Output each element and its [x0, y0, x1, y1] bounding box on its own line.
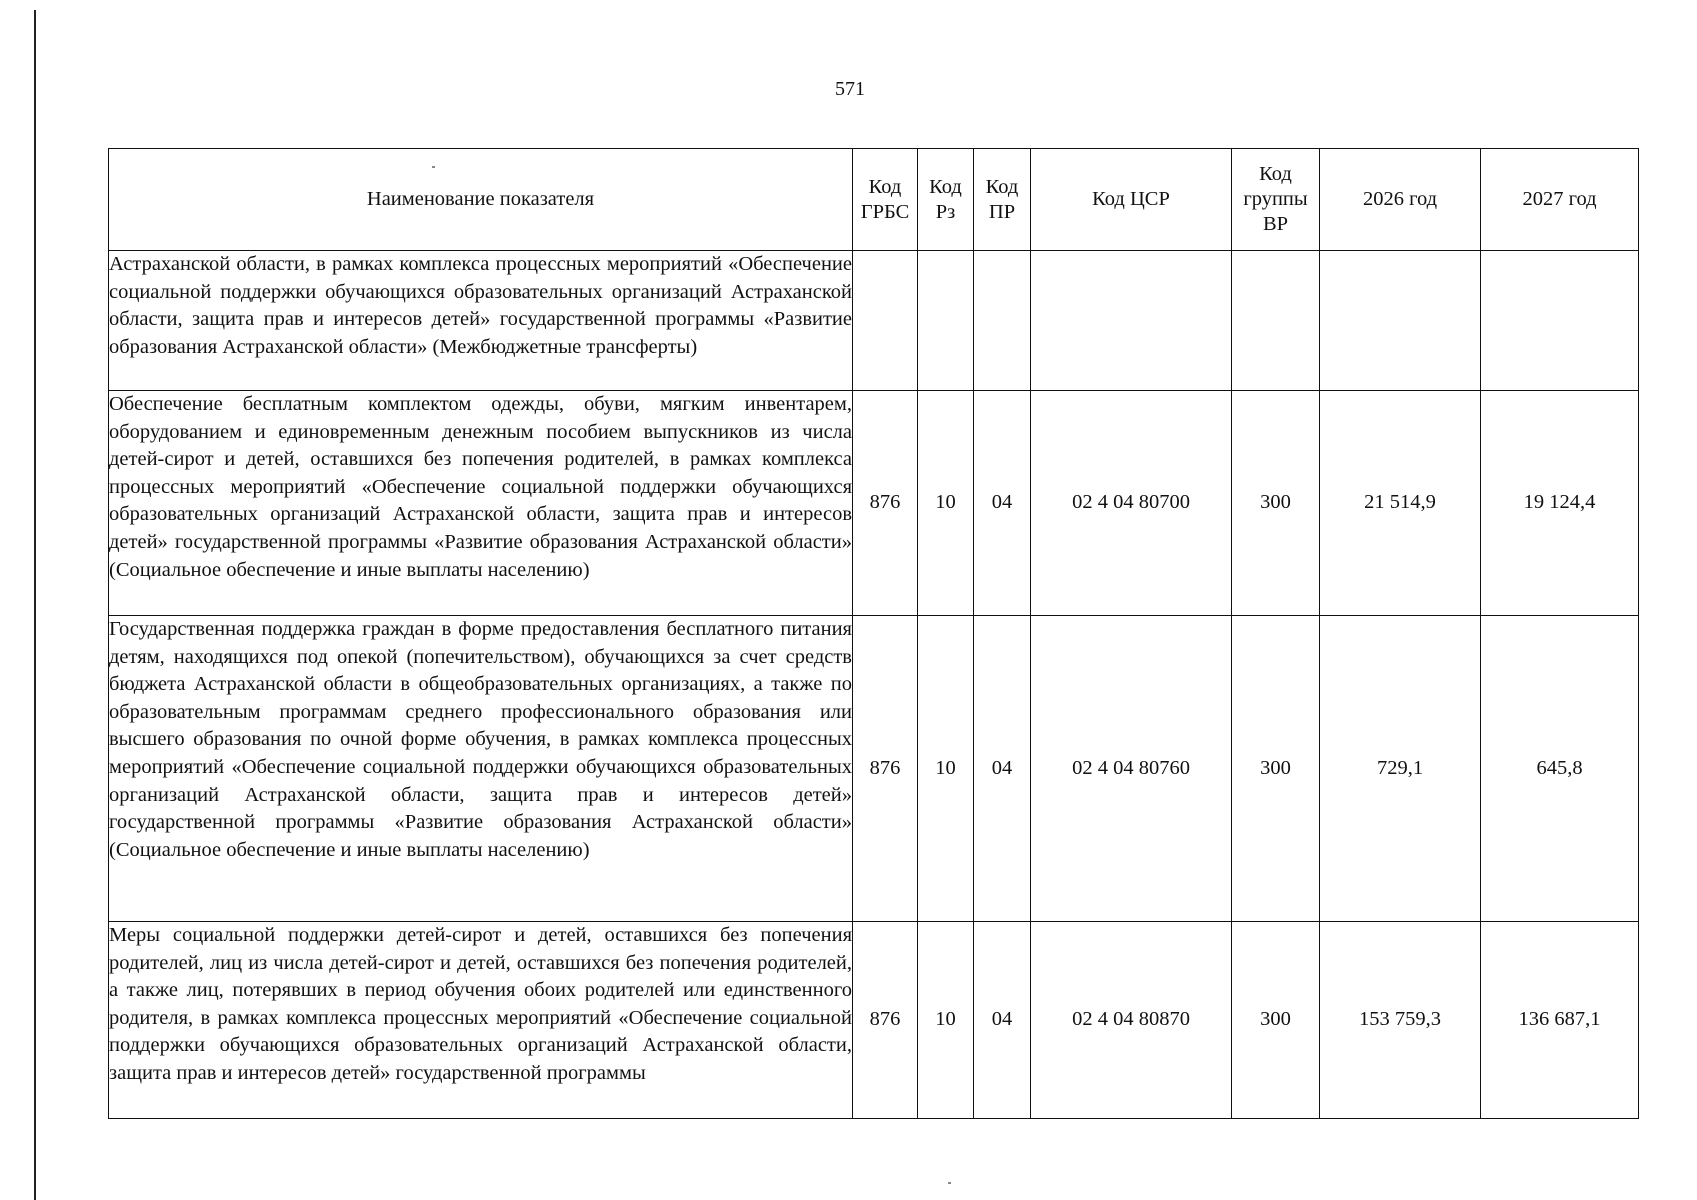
row-2027: 645,8 [1481, 616, 1639, 922]
table-header-row [109, 149, 1639, 251]
header-vr: Код группы ВР [1232, 149, 1320, 251]
row-name: Меры социальной поддержки детей-сирот и детей, оставшихся без попечения родителей, лиц из числа детей-сирот и детей, оставшихся без попечения родителей, а также лиц, потерявших в период обучения обоих родителей или единственного родителя, в рамках комплекса процессных мероприятий «Обеспечение социальной поддержки обучающихся образовательных организаций Астраханской области, защита прав и интересов детей» государственной программы [109, 924, 852, 1084]
page-binding-line [34, 10, 36, 1200]
row-pr [974, 251, 1031, 391]
row-csr: 02 4 04 80870 [1031, 922, 1232, 1119]
table-row [109, 391, 1639, 616]
row-grbs [853, 251, 918, 391]
page-number: 571 [835, 78, 865, 100]
row-rz: 10 [918, 616, 974, 922]
row-2026 [1320, 251, 1481, 391]
row-grbs: 876 [853, 616, 918, 922]
row-csr: 02 4 04 80760 [1031, 616, 1232, 922]
header-name: Наименование показателя [109, 149, 853, 251]
row-vr [1232, 251, 1320, 391]
row-2027: 19 124,4 [1481, 391, 1639, 616]
header-rz: Код Рз [918, 149, 974, 251]
row-2026: 153 759,3 [1320, 922, 1481, 1119]
scan-artifact [948, 1182, 951, 1184]
row-grbs: 876 [853, 391, 918, 616]
header-pr: Код ПР [974, 149, 1031, 251]
row-2026: 21 514,9 [1320, 391, 1481, 616]
header-grbs: Код ГРБС [853, 149, 918, 251]
row-vr: 300 [1232, 391, 1320, 616]
row-grbs: 876 [853, 922, 918, 1119]
row-name: Астраханской области, в рамках комплекса процессных мероприятий «Обеспечение социальной поддержки обучающихся образовательных организаций Астраханской области, защита прав и интересов детей» государственной программы «Развитие образования Астраханской области» (Межбюджетные трансферты) [109, 251, 853, 391]
row-vr: 300 [1232, 922, 1320, 1119]
row-2026: 729,1 [1320, 616, 1481, 922]
table-row [109, 616, 1639, 922]
row-csr: 02 4 04 80700 [1031, 391, 1232, 616]
row-2027 [1481, 251, 1639, 391]
row-name: Государственная поддержка граждан в форме предоставления бесплатного питания детям, находящихся под опекой (попечительством), обучающихся за счет средств бюджета Астраханской области в общеобразовательных организациях, а также по образовательным программам среднего профессионального образования или высшего образования по очной форме обучения, в рамках комплекса процессных мероприятий «Обеспечение социальной поддержки обучающихся образовательных организаций Астраханской области, защита прав и интересов детей» государственной программы «Развитие образования Астраханской области» (Социальное обеспечение и иные выплаты населению) [109, 616, 853, 922]
header-2027: 2027 год [1481, 149, 1639, 251]
row-rz [918, 251, 974, 391]
header-2026: 2026 год [1320, 149, 1481, 251]
budget-table [108, 148, 1639, 1119]
row-name: Обеспечение бесплатным комплектом одежды, обуви, мягким инвентарем, оборудованием и единовременным денежным пособием выпускников из числа детей-сирот и детей, оставшихся без попечения родителей, в рамках комплекса процессных мероприятий «Обеспечение социальной поддержки обучающихся образовательных организаций Астраханской области, защита прав и интересов детей» государственной программы «Развитие образования Астраханской области» (Социальное обеспечение и иные выплаты населению) [109, 391, 853, 616]
row-pr: 04 [974, 391, 1031, 616]
row-csr [1031, 251, 1232, 391]
row-2027: 136 687,1 [1481, 922, 1639, 1119]
table-row [109, 251, 1639, 391]
row-pr: 04 [974, 616, 1031, 922]
header-csr: Код ЦСР [1031, 149, 1232, 251]
row-rz: 10 [918, 391, 974, 616]
row-vr: 300 [1232, 616, 1320, 922]
table-row [109, 922, 1639, 1119]
row-pr: 04 [974, 922, 1031, 1119]
row-rz: 10 [918, 922, 974, 1119]
row-name-cell [109, 922, 853, 1119]
